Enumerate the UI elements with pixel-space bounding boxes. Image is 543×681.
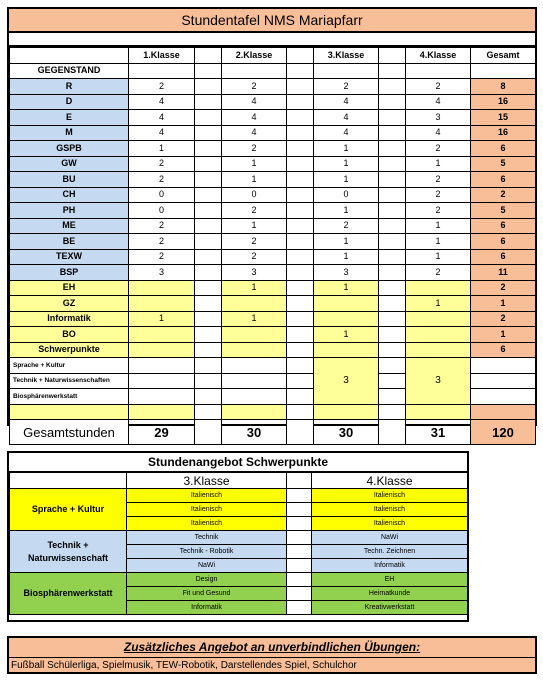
hours-cell (222, 342, 287, 358)
subject-row (10, 125, 536, 141)
gap-cell (287, 531, 312, 545)
hours-cell: 4 (314, 94, 379, 110)
offer-3-klasse: Italienisch (127, 489, 287, 503)
gap-cell (287, 172, 314, 188)
gap-cell (379, 296, 406, 312)
offer-4-klasse: EH (312, 573, 468, 587)
gap-cell (379, 156, 406, 172)
gap-cell (379, 373, 406, 389)
subject-name: CH (10, 187, 129, 203)
subject-name: Informatik (10, 311, 129, 327)
hours-cell: 4 (314, 125, 379, 141)
gap-cell (287, 404, 314, 420)
offer-row (10, 573, 468, 587)
hours-cell: 2 (129, 172, 195, 188)
gap-cell (379, 342, 406, 358)
hours-cell: 3 (129, 265, 195, 281)
gap-cell (379, 172, 406, 188)
offer-row (10, 489, 468, 503)
gap-cell (195, 141, 222, 157)
subject-row (10, 234, 536, 250)
focus-category: Sprache + Kultur (10, 489, 127, 531)
hours-cell: 1 (314, 327, 379, 343)
gap-cell (379, 187, 406, 203)
subject-row (10, 342, 536, 358)
hours-cell: 0 (129, 187, 195, 203)
total-cell: 5 (471, 203, 536, 219)
focus-name: Sprache + Kultur (10, 358, 129, 374)
gap-cell (195, 404, 222, 420)
subject-row (10, 280, 536, 296)
offer-3-klasse: Technik - Robotik (127, 545, 287, 559)
total-cell: 1 (471, 327, 536, 343)
header-2-klasse: 2.Klasse (222, 48, 287, 64)
hours-cell: 2 (222, 203, 287, 219)
gap-cell (195, 311, 222, 327)
hours-cell: 4 (129, 94, 195, 110)
hours-cell: 0 (129, 203, 195, 219)
offer-3-klasse: Design (127, 573, 287, 587)
hours-cell: 2 (129, 218, 195, 234)
header-4-klasse: 4.Klasse (406, 48, 471, 64)
subject-name: D (10, 94, 129, 110)
subject-row (10, 156, 536, 172)
offer-4-klasse: NaWi (312, 531, 468, 545)
gap-cell (287, 342, 314, 358)
gap-cell (379, 125, 406, 141)
hours-cell: 3 (314, 265, 379, 281)
gap-cell (287, 203, 314, 219)
subject-name: GZ (10, 296, 129, 312)
sum-total: 120 (471, 420, 536, 445)
schwerpunkte-title: Stundenangebot Schwerpunkte (9, 453, 467, 472)
hours-cell (129, 296, 195, 312)
gap-cell (379, 404, 406, 420)
subject-name: GW (10, 156, 129, 172)
gap-cell (287, 280, 314, 296)
hours-cell: 1 (222, 172, 287, 188)
subject-row (10, 94, 536, 110)
gap-cell (195, 389, 222, 405)
gap-cell (287, 94, 314, 110)
gap-cell (195, 249, 222, 265)
gap-cell (195, 172, 222, 188)
gap-cell (379, 311, 406, 327)
gap-cell (195, 94, 222, 110)
gap-cell (379, 79, 406, 95)
gap-cell (287, 389, 314, 405)
total-cell: 11 (471, 265, 536, 281)
hours-cell (406, 280, 471, 296)
gap-cell (287, 573, 312, 587)
gap-cell (287, 156, 314, 172)
hours-cell: 1 (406, 249, 471, 265)
gap-cell (287, 249, 314, 265)
gap-cell (287, 110, 314, 126)
hours-cell: 1 (314, 234, 379, 250)
hours-cell (129, 342, 195, 358)
subject-header-row (10, 63, 536, 79)
gap-cell (287, 503, 312, 517)
header-3-klasse: 3.Klasse (314, 48, 379, 64)
gap-cell (287, 48, 314, 64)
focus-name: Biosphärenwerkstatt (10, 389, 129, 405)
subject-row (10, 265, 536, 281)
gap-cell (287, 473, 312, 489)
gap-cell (287, 296, 314, 312)
hours-cell: 2 (222, 234, 287, 250)
subject-header: GEGENSTAND (10, 63, 129, 79)
gap-cell (195, 420, 222, 445)
total-cell: 6 (471, 141, 536, 157)
hours-cell: 1 (222, 218, 287, 234)
hours-cell: 2 (314, 218, 379, 234)
gap-cell (195, 218, 222, 234)
gap-cell (287, 311, 314, 327)
total-cell: 6 (471, 234, 536, 250)
total-cell: 1 (471, 296, 536, 312)
gap-cell (195, 110, 222, 126)
hours-cell: 2 (406, 265, 471, 281)
offer-4-klasse: Italienisch (312, 503, 468, 517)
empty-cell (10, 473, 127, 489)
gap-cell (287, 373, 314, 389)
total-cell: 2 (471, 311, 536, 327)
header-row (10, 48, 536, 64)
empty-cell (222, 404, 287, 420)
total-cell: 16 (471, 94, 536, 110)
hours-cell: 2 (406, 79, 471, 95)
offer-3-klasse: Italienisch (127, 503, 287, 517)
empty-cell (129, 358, 195, 374)
class-4-header: 4.Klasse (312, 473, 468, 489)
empty-cell (406, 63, 471, 79)
gap-cell (379, 389, 406, 405)
gap-cell (379, 203, 406, 219)
gap-cell (287, 517, 312, 531)
gap-cell (195, 48, 222, 64)
subject-name: GSPB (10, 141, 129, 157)
gap-cell (287, 489, 312, 503)
gap-cell (287, 559, 312, 573)
gap-cell (287, 545, 312, 559)
gap-cell (195, 79, 222, 95)
zusaetzliches-angebot-box (7, 636, 537, 674)
subject-name: Schwerpunkte (10, 342, 129, 358)
empty-cell (222, 358, 287, 374)
gap-cell (379, 249, 406, 265)
subject-row (10, 110, 536, 126)
total-cell: 15 (471, 110, 536, 126)
empty-cell (222, 63, 287, 79)
hours-cell: 2 (129, 156, 195, 172)
hours-cell: 0 (222, 187, 287, 203)
subject-name: R (10, 79, 129, 95)
hours-cell (129, 280, 195, 296)
offer-4-klasse: Kreativwerkstatt (312, 601, 468, 615)
total-cell: 8 (471, 79, 536, 95)
class-3-header: 3.Klasse (127, 473, 287, 489)
hours-cell: 4 (222, 110, 287, 126)
empty-cell (129, 373, 195, 389)
gap-cell (379, 420, 406, 445)
focus-hours-3: 3 (314, 358, 379, 405)
gap-cell (287, 234, 314, 250)
sum-label: Gesamtstunden (10, 420, 129, 445)
gap-cell (195, 125, 222, 141)
offer-4-klasse: Techn. Zeichnen (312, 545, 468, 559)
focus-row (10, 358, 536, 374)
offer-3-klasse: Informatik (127, 601, 287, 615)
sum-cell: 30 (222, 420, 287, 445)
gap-cell (195, 342, 222, 358)
gap-cell (379, 48, 406, 64)
subject-row (10, 218, 536, 234)
total-cell: 6 (471, 218, 536, 234)
hours-cell: 1 (406, 156, 471, 172)
focus-category: Biosphärenwerkstatt (10, 573, 127, 615)
subject-row (10, 141, 536, 157)
subject-row (10, 203, 536, 219)
sum-cell: 30 (314, 420, 379, 445)
focus-name: Technik + Naturwissenschaften (10, 373, 129, 389)
hours-cell: 3 (406, 110, 471, 126)
hours-cell: 1 (314, 156, 379, 172)
hours-cell: 4 (222, 94, 287, 110)
gap-cell (287, 187, 314, 203)
gap-cell (287, 79, 314, 95)
hours-cell: 4 (406, 94, 471, 110)
gap-cell (195, 296, 222, 312)
offer-4-klasse: Informatik (312, 559, 468, 573)
offer-3-klasse: NaWi (127, 559, 287, 573)
hours-cell: 2 (406, 141, 471, 157)
gap-cell (195, 234, 222, 250)
class-header-row (10, 473, 468, 489)
hours-cell: 1 (314, 203, 379, 219)
gap-cell (195, 187, 222, 203)
header-gesamt: Gesamt (471, 48, 536, 64)
empty-cell (314, 63, 379, 79)
hours-cell: 1 (222, 280, 287, 296)
gap-cell (287, 141, 314, 157)
sum-row (10, 420, 536, 445)
subject-name: BSP (10, 265, 129, 281)
gap-cell (287, 327, 314, 343)
zusaetzliches-angebot-text: Fußball Schülerliga, Spielmusik, TEW-Robotik, Darstellendes Spiel, Schulchor (11, 660, 357, 671)
gap-cell (287, 420, 314, 445)
hours-cell: 3 (222, 265, 287, 281)
offer-row (10, 531, 468, 545)
hours-cell: 1 (222, 311, 287, 327)
total-cell (471, 373, 536, 389)
total-cell (471, 404, 536, 420)
hours-cell: 1 (406, 218, 471, 234)
hours-cell (314, 296, 379, 312)
gap-cell (287, 601, 312, 615)
focus-blank (10, 404, 129, 420)
hours-cell (314, 311, 379, 327)
gap-cell (287, 125, 314, 141)
subject-name: M (10, 125, 129, 141)
subject-row (10, 79, 536, 95)
hours-cell: 1 (314, 141, 379, 157)
hours-cell (406, 311, 471, 327)
hours-cell: 1 (406, 234, 471, 250)
total-cell: 5 (471, 156, 536, 172)
gap-cell (379, 110, 406, 126)
hours-cell: 2 (222, 141, 287, 157)
focus-category: Technik + Naturwissenschaft (10, 531, 127, 573)
subject-name: BU (10, 172, 129, 188)
total-cell: 6 (471, 172, 536, 188)
total-cell: 6 (471, 249, 536, 265)
empty-cell (379, 63, 406, 79)
gap-cell (287, 587, 312, 601)
empty-cell (129, 404, 195, 420)
hours-cell: 4 (222, 125, 287, 141)
empty-cell (314, 404, 379, 420)
subject-name: ME (10, 218, 129, 234)
hours-cell (406, 327, 471, 343)
empty-cell (222, 373, 287, 389)
empty-cell (129, 389, 195, 405)
empty-cell (129, 63, 195, 79)
hours-cell (406, 342, 471, 358)
zusaetzliches-angebot-title: Zusätzliches Angebot an unverbindlichen Übungen: (123, 640, 421, 654)
hours-cell: 2 (314, 79, 379, 95)
gap-cell (379, 327, 406, 343)
gap-cell (195, 373, 222, 389)
offer-4-klasse: Italienisch (312, 489, 468, 503)
focus-row (10, 404, 536, 420)
hours-cell: 2 (406, 203, 471, 219)
stundentafel-table (7, 7, 537, 440)
subject-row (10, 311, 536, 327)
hours-cell: 1 (129, 311, 195, 327)
hours-cell: 1 (222, 156, 287, 172)
hours-cell: 1 (314, 280, 379, 296)
gap-cell (195, 265, 222, 281)
hours-cell: 2 (222, 79, 287, 95)
empty-cell (195, 63, 222, 79)
focus-hours-4: 3 (406, 358, 471, 405)
hours-cell: 1 (406, 296, 471, 312)
subject-row (10, 187, 536, 203)
hours-cell (222, 327, 287, 343)
hours-cell (129, 327, 195, 343)
empty-cell (406, 404, 471, 420)
total-cell: 2 (471, 187, 536, 203)
sum-cell: 31 (406, 420, 471, 445)
subject-name: BE (10, 234, 129, 250)
hours-cell: 4 (129, 125, 195, 141)
subject-name: E (10, 110, 129, 126)
hours-cell: 2 (129, 234, 195, 250)
header-empty (10, 48, 129, 64)
offer-4-klasse: Italienisch (312, 517, 468, 531)
gap-cell (379, 265, 406, 281)
offer-3-klasse: Fit und Gesund (127, 587, 287, 601)
subject-name: TEXW (10, 249, 129, 265)
hours-cell: 1 (314, 249, 379, 265)
gap-cell (195, 358, 222, 374)
subject-name: PH (10, 203, 129, 219)
hours-cell: 2 (129, 249, 195, 265)
hours-cell: 2 (406, 172, 471, 188)
total-cell: 2 (471, 280, 536, 296)
hours-cell (314, 342, 379, 358)
gap-cell (287, 358, 314, 374)
hours-cell: 4 (129, 110, 195, 126)
gap-cell (195, 203, 222, 219)
gap-cell (379, 218, 406, 234)
hours-cell (222, 296, 287, 312)
gap-cell (195, 280, 222, 296)
header-1-klasse: 1.Klasse (129, 48, 195, 64)
gap-cell (379, 280, 406, 296)
subject-row (10, 249, 536, 265)
total-cell: 6 (471, 342, 536, 358)
hours-cell: 4 (314, 110, 379, 126)
gap-cell (195, 327, 222, 343)
subject-row (10, 327, 536, 343)
hours-cell: 0 (314, 187, 379, 203)
schwerpunkte-grid (9, 472, 468, 615)
schwerpunkte-table (7, 451, 469, 622)
gap-cell (379, 358, 406, 374)
subject-name: EH (10, 280, 129, 296)
gap-cell (195, 156, 222, 172)
gap-cell (379, 234, 406, 250)
gap-cell (379, 94, 406, 110)
title-spacer-row (9, 33, 535, 47)
hours-cell: 1 (314, 172, 379, 188)
hours-cell: 2 (222, 249, 287, 265)
subject-row (10, 296, 536, 312)
total-cell (471, 358, 536, 374)
gap-cell (287, 265, 314, 281)
stundentafel-title: Stundentafel NMS Mariapfarr (9, 9, 535, 33)
subject-row (10, 172, 536, 188)
total-cell (471, 389, 536, 405)
hours-cell: 2 (129, 79, 195, 95)
sum-cell: 29 (129, 420, 195, 445)
gap-cell (379, 141, 406, 157)
hours-cell: 1 (129, 141, 195, 157)
empty-cell (287, 63, 314, 79)
offer-3-klasse: Technik (127, 531, 287, 545)
empty-cell (471, 63, 536, 79)
hours-cell: 2 (406, 187, 471, 203)
subject-name: BO (10, 327, 129, 343)
hours-cell: 4 (406, 125, 471, 141)
gap-cell (287, 218, 314, 234)
empty-cell (222, 389, 287, 405)
offer-4-klasse: Heimatkunde (312, 587, 468, 601)
total-cell: 16 (471, 125, 536, 141)
stundentafel-grid (9, 47, 536, 445)
offer-3-klasse: Italienisch (127, 517, 287, 531)
